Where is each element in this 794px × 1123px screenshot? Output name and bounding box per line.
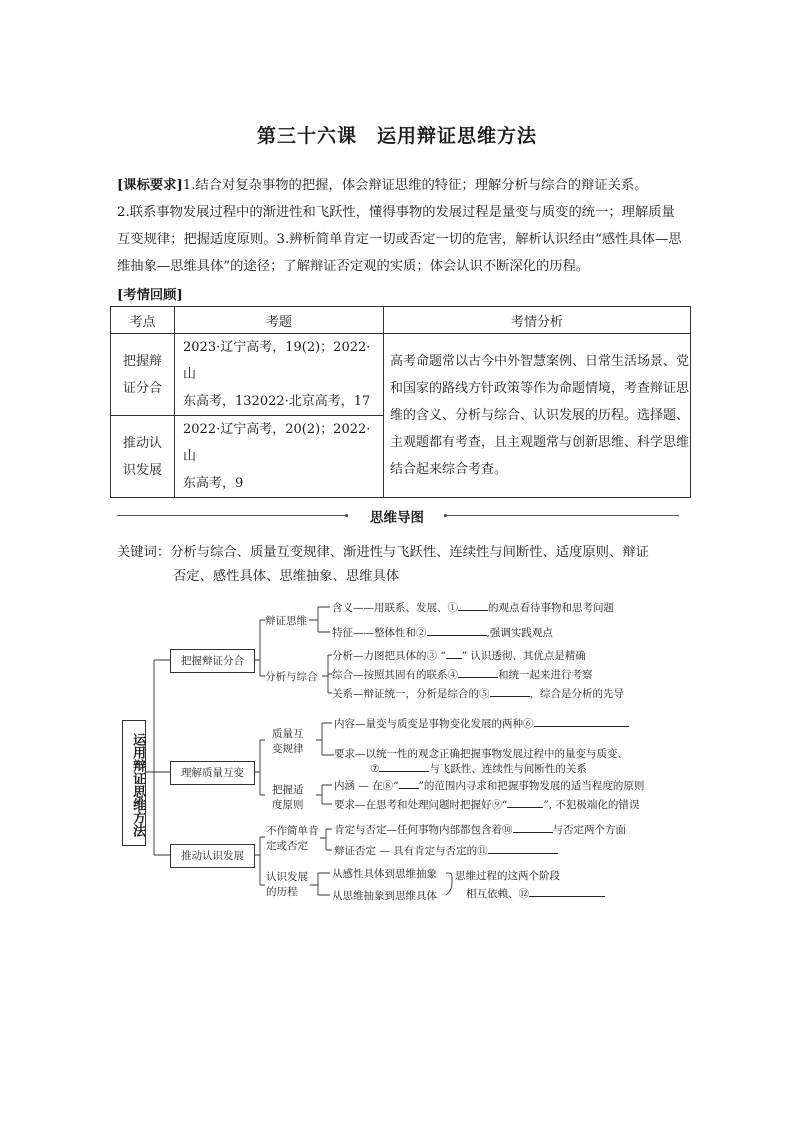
node-feature-text: 特征——整体性和② [332, 627, 427, 639]
node-moderation-1: 把握适 [272, 784, 304, 796]
requirements-p1: 1.结合对复杂事物的把握，体会辩证思维的特征；理解分析与综合的辩证关系。 [182, 178, 648, 193]
node-qq-law-1: 质量互 [272, 728, 304, 740]
blank-1 [458, 600, 488, 611]
node-mod-req-tail: ”, 不犯极端化的错误 [543, 799, 640, 811]
node-qq-content-text: 内容—量变与质变是事物变化发展的两种⑥ [334, 718, 534, 730]
mindmap-root: 运用辩证思维方法 [122, 720, 146, 846]
point-1: 把握辩证分合 [122, 353, 162, 396]
node-moderation-meaning [334, 778, 644, 793]
point-2: 推动认识发展 [122, 435, 162, 478]
blank-12 [529, 886, 605, 897]
node-qq-req-label: 要求 [334, 748, 355, 760]
node-dialectic-negation [334, 843, 558, 858]
node-moderation-requirement [334, 797, 639, 812]
node-meaning-text: 含义——用联系、发展、① [332, 602, 458, 614]
node-qq-content [334, 716, 629, 731]
node-perceptual-to-abstract: 从感性具体到思维抽象 [332, 868, 437, 880]
node-relation-text: 关系—辩证统一，分析是综合的⑤ [332, 688, 490, 700]
branch-cognition: 推动认识发展 [170, 844, 255, 868]
branch-quality-quantity: 理解质量互变 [170, 761, 255, 785]
keywords-label: 关键词： [117, 545, 171, 560]
node-dialectic-thinking: 辩证思维 [265, 615, 307, 627]
blank-6 [534, 716, 629, 727]
review-heading: [考情回顾] [117, 288, 183, 303]
section-title: 思维导图 [370, 510, 424, 526]
node-analysis-synthesis: 分析与综合 [265, 671, 318, 683]
requirements-label: [课标要求] [117, 178, 183, 193]
node-interdependent-text: 相互依赖、⑫ [466, 888, 529, 900]
node-affirm-negate [334, 822, 626, 837]
node-two-stages: 思维过程的这两个阶段 [455, 870, 560, 882]
header-questions: 考题 [175, 307, 384, 334]
blank-7 [379, 761, 429, 772]
node-meaning [332, 600, 614, 615]
node-synthesis [332, 667, 593, 682]
node-qq-req-tail: 与飞跃性、连续性与间断性的关系 [429, 763, 587, 775]
node-qq-req-line2 [370, 761, 587, 776]
node-cognition-path-2: 的历程 [266, 886, 298, 898]
blank-10 [513, 822, 553, 833]
node-qq-requirement: 要求—以统一性的观念正确把握事物发展过程中的量变与质变、 [334, 748, 628, 760]
analysis-text: 高考命题常以古今中外智慧案例、日常生活场景、党和国家的路线方针政策等作为命题情境，考查辩证思维的含义、分析与综合、认识发展的历程。选择题、主观题都有考查，且主观题常与创新思维、科学思维结合起来综合考查。 [390, 354, 690, 477]
header-point: 考点 [111, 307, 175, 334]
node-feature-tail: ,强调实践观点 [486, 627, 553, 639]
blank-11 [488, 843, 558, 854]
q1-line1: 2023·辽宁高考，19(2)；2022·山 [183, 340, 371, 382]
keywords-line2: 否定、感性具体、思维抽象、思维具体 [173, 569, 400, 584]
node-relation [332, 686, 624, 701]
header-analysis: 考情分析 [384, 307, 691, 334]
node-mod-req-text: 要求—在思考和处理问题时把握好⑨“ [334, 799, 508, 811]
blank-9 [507, 797, 543, 808]
node-affirm-tail: 与否定两个方面 [552, 824, 626, 836]
node-analysis-text: 分析—力图把具体的③ “ [332, 650, 446, 662]
blank-4 [458, 667, 498, 678]
node-mod-meaning-text: 内涵 — 在⑧“ [334, 780, 399, 792]
keywords-text: 分析与综合、质量互变规律、渐进性与飞跃性、连续性与间断性、适度原则、辩证 [170, 545, 649, 560]
node-no-simple-2: 定或否定 [266, 840, 308, 852]
node-negation-text: 辩证否定 — 具有肯定与否定的⑪ [334, 845, 488, 857]
blank-3 [446, 648, 462, 659]
node-mod-meaning-tail: ”的范围内寻求和把握事物发展的适当程度的原则 [418, 780, 645, 792]
blank-2 [427, 625, 487, 636]
node-no-simple-1: 不作简单肯 [266, 825, 319, 837]
q2-line2: 东高考，9 [183, 476, 244, 491]
requirements-p2: 2.联系事物发展过程中的渐进性和飞跃性，懂得事物的发展过程是量变与质变的统一；理解质量互变规律；把握适度原则。3.辨析简单肯定一切或否定一切的危害，解析认识经由“感性具体—思维抽象—思维具体”的途径；了解辩证否定观的实质；体会认识不断深化的历程。 [117, 205, 682, 274]
node-cognition-path-1: 认识发展 [266, 871, 308, 883]
node-abstract-to-concrete: 从思维抽象到思维具体 [332, 890, 437, 902]
blank-8 [399, 778, 419, 789]
node-synthesis-text: 综合—按照其固有的联系④ [332, 669, 458, 681]
branch-dialectic-analysis: 把握辩证分合 [170, 649, 255, 673]
q1-line2: 东高考，132022·北京高考，17 [183, 394, 371, 409]
node-affirm-text: 肯定与否定—任何事物内部都包含着⑩ [334, 824, 513, 836]
node-moderation-2: 度原则 [272, 799, 304, 811]
node-relation-tail: ，综合是分析的先导 [529, 688, 624, 700]
node-feature [332, 625, 553, 640]
blank-5 [490, 686, 530, 697]
node-qq-req-text: 以统一性的观念正确把握事物发展过程中的量变与质变、 [365, 748, 628, 760]
node-analysis [332, 648, 586, 663]
node-qq-law-2: 变规律 [272, 743, 304, 755]
node-synthesis-tail: 和统一起来进行考察 [498, 669, 593, 681]
page-title: 第三十六课 运用辩证思维方法 [256, 125, 537, 147]
node-interdependent [466, 886, 605, 901]
q2-line1: 2022·辽宁高考，20(2)；2022·山 [183, 422, 371, 464]
node-analysis-tail: ” 认识透彻、其优点是精确 [461, 650, 586, 662]
node-qq-req-num: ⑦ [370, 763, 380, 775]
node-meaning-tail: 的观点看待事物和思考问题 [488, 602, 614, 614]
